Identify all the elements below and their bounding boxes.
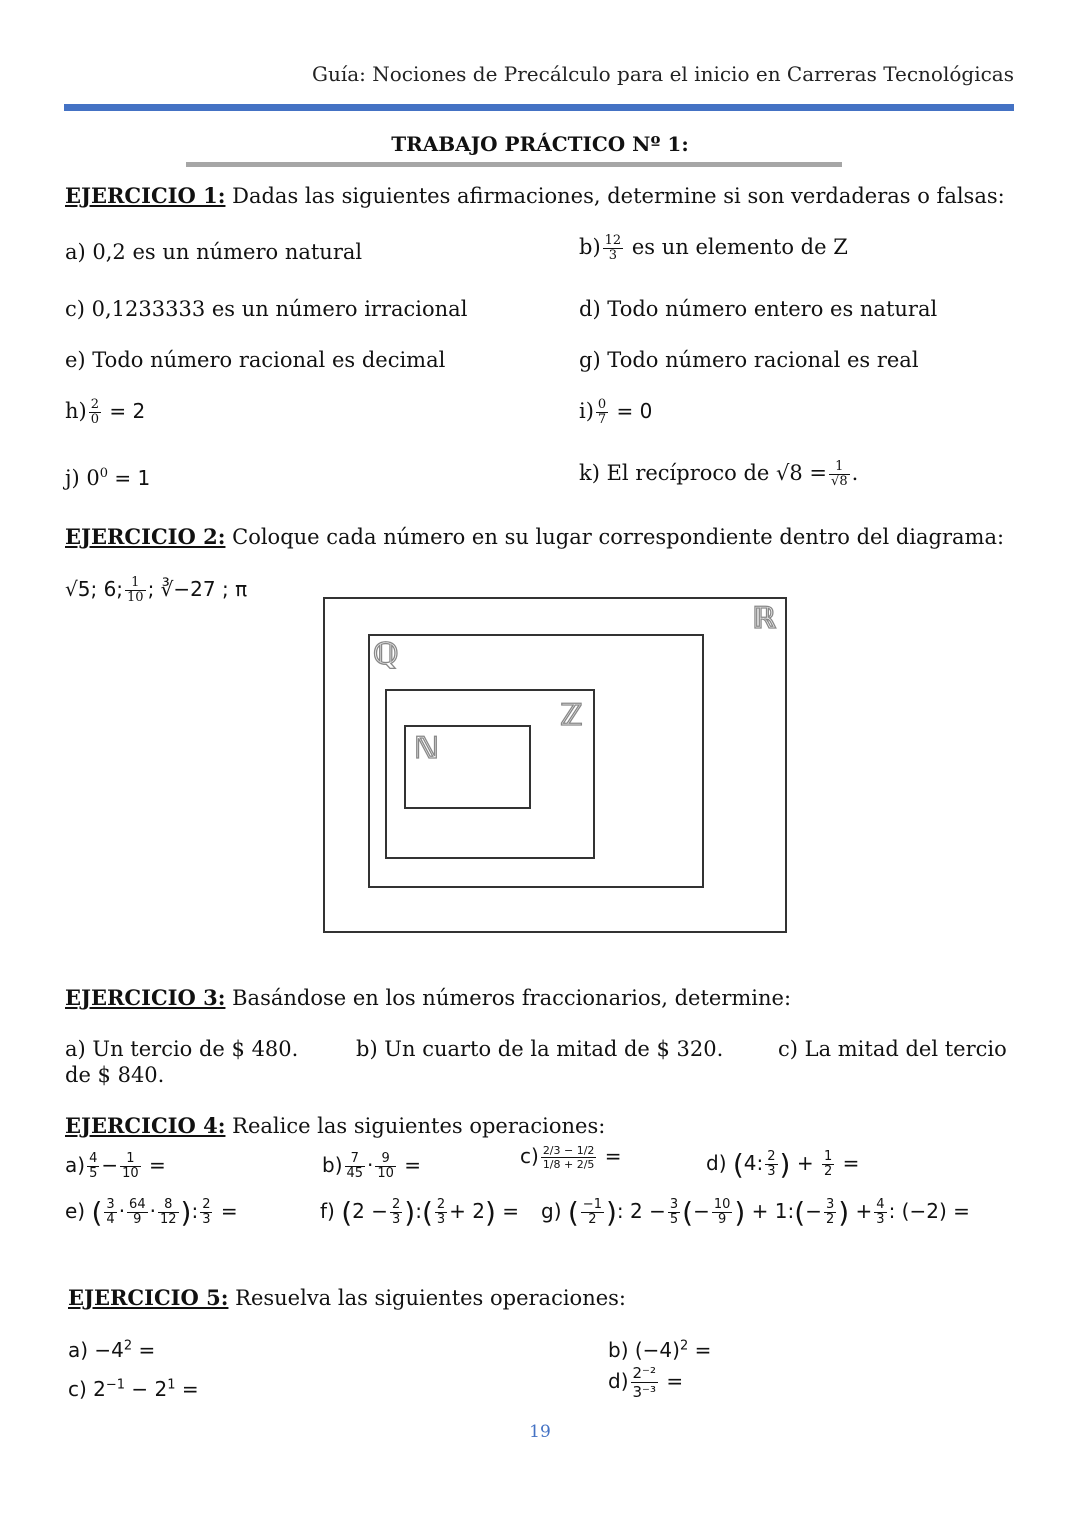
ex3-item-c: c) La mitad del tercio (778, 1037, 1007, 1061)
ex1-item-a: a) 0,2 es un número natural (65, 240, 363, 264)
ex1-item-k: k) El recíproco de √8 = $\frac{1}{√8}$ . (579, 459, 859, 489)
ex2-heading (65, 524, 1004, 549)
ex4-item-f: f) (2 − $\frac{2}{3}$ ):( $\frac{2}{3}$ + 2) = (320, 1196, 520, 1229)
ex5-item-c: c) $2^{-1} - 2^1$ = (68, 1377, 199, 1401)
fraction: $\frac{1}{√8}$ (831, 459, 848, 489)
ex5-heading (68, 1285, 626, 1310)
ex4-item-c: c) $\frac{2/3 - 1/2}{1/8 + 2/5}$ = (520, 1144, 622, 1171)
ex4-item-d: d) (4: $\frac{2}{3}$ ) + $\frac{1}{2}$ = (706, 1148, 860, 1181)
set-q-label: ℚ (373, 637, 399, 672)
ex3-heading (65, 985, 791, 1010)
ex4-label: EJERCICIO 4: (65, 1113, 226, 1138)
ex1-label: EJERCICIO 1: (65, 183, 226, 208)
ex3-item-b: b) Un cuarto de la mitad de $ 320. (356, 1037, 724, 1061)
ex4-item-a: a) $\frac{4}{5}$ − $\frac{1}{10}$ = (65, 1151, 166, 1181)
ex3-prompt: Basándose en los números fraccionarios, determine: (225, 986, 792, 1010)
guide-header: Guía: Nociones de Precálculo para el inicio en Carreras Tecnológicas (311, 62, 1014, 86)
ex1-item-g: g) Todo número racional es real (579, 348, 919, 372)
ex1-heading (65, 183, 1005, 208)
ex5-item-d: d) $\frac{\text{2⁻²}}{\text{3⁻³}}$ = (608, 1364, 684, 1401)
page-number: 19 (529, 1422, 551, 1442)
ex1-prompt: Dadas las siguientes afirmaciones, determine si son verdaderas o falsas: (225, 184, 1005, 208)
ex3-item-c-cont: de $ 840. (65, 1063, 165, 1087)
ex4-item-e: e) ( $\frac{3}{4}$ · $\frac{64}{9}$ · $\frac{8}{12}$ ): $\frac{2}{3}$ = (65, 1196, 238, 1229)
ex3-item-a: a) Un tercio de $ 480. (65, 1037, 299, 1061)
ex4-item-g: g) ( $\frac{-1}{2}$ ): 2 − $\frac{3}{5}$ (− $\frac{10}{9}$ ) + 1:(− $\frac{3}{2}$ ) + $\frac{4}{3}$ : (−2) = (541, 1196, 970, 1229)
set-n-label: ℕ (414, 731, 440, 766)
ex4-item-b: b) $\frac{7}{45}$ · $\frac{9}{10}$ = (322, 1151, 422, 1181)
set-z-label: ℤ (560, 698, 583, 733)
ex2-numbers: √5; 6; $\frac{1}{10}$ ; ∛−27 ; π (65, 575, 248, 605)
ex5-item-a: $a) -4^2$ = (68, 1338, 156, 1362)
ex1-item-i: i) $\frac{0}{7}$ = 0 (579, 397, 653, 427)
page-title: TRABAJO PRÁCTICO Nº 1: (391, 132, 689, 156)
ex1-item-j: j) $0^0 = 1$ (65, 466, 151, 490)
ex3-label: EJERCICIO 3: (65, 985, 226, 1010)
set-r-label: ℝ (752, 601, 777, 636)
fraction: $\frac{2}{0}$ (90, 397, 99, 427)
ex5-label: EJERCICIO 5: (68, 1285, 229, 1310)
ex1-item-e: e) Todo número racional es decimal (65, 348, 446, 372)
ex4-heading (65, 1113, 605, 1138)
ex1-item-d: d) Todo número entero es natural (579, 297, 938, 321)
fraction: $\frac{12}{3}$ (604, 233, 622, 263)
title-underline (186, 162, 842, 167)
ex5-prompt: Resuelva las siguientes operaciones: (228, 1286, 627, 1310)
ex1-item-h: h) $\frac{2}{0}$ = 2 (65, 397, 146, 427)
ex2-label: EJERCICIO 2: (65, 524, 226, 549)
ex1-item-c: c) 0,1233333 es un número irracional (65, 297, 468, 321)
fraction: $\frac{0}{7}$ (597, 397, 607, 427)
ex5-item-b: b) $(-4)^2$ = (608, 1338, 712, 1362)
header-rule (64, 104, 1014, 111)
fraction: $\frac{1}{10}$ (127, 575, 144, 605)
ex2-prompt: Coloque cada número en su lugar correspondiente dentro del diagrama: (225, 525, 1005, 549)
ex4-prompt: Realice las siguientes operaciones: (225, 1114, 606, 1138)
ex1-item-b: b) $\frac{12}{3}$ es un elemento de Z (579, 233, 848, 263)
